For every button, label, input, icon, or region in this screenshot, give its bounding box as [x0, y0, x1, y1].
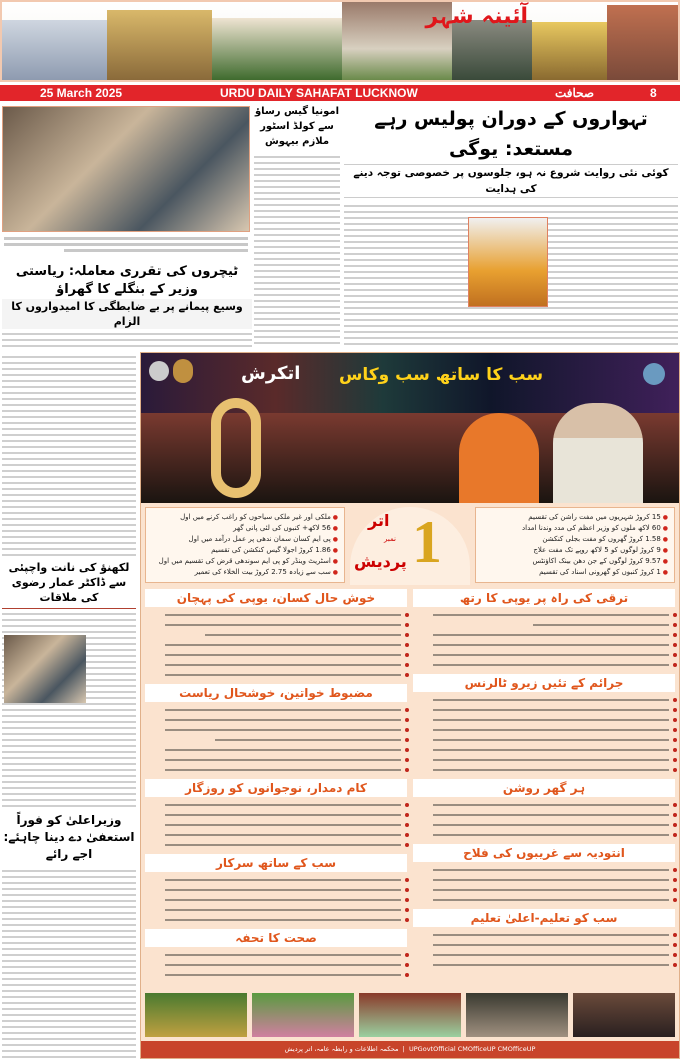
badge-number: 1	[412, 509, 442, 575]
text-line-placeholder	[165, 974, 401, 976]
text-line-placeholder	[165, 614, 401, 616]
ad-highlights-row	[141, 503, 679, 585]
text-line-placeholder	[433, 739, 669, 741]
section-heading: ترقی کی راہ پر یوپی کا رتھ	[413, 589, 675, 607]
text-line-placeholder	[165, 964, 401, 966]
text-line-placeholder	[433, 749, 669, 751]
section-heading: جرائم کے تئیں زیرو ٹالرنس	[413, 674, 675, 692]
badge-label: نمبر	[384, 535, 396, 543]
section-heading: سب کے ساتھ سرکار	[145, 854, 407, 872]
ad-sections	[141, 585, 679, 989]
utkarsh-emblem	[173, 359, 193, 383]
campaign-logo	[643, 363, 665, 385]
text-line-placeholder	[215, 739, 401, 741]
cm-portrait	[459, 413, 539, 503]
text-line-placeholder	[433, 834, 669, 836]
government-advertisement	[140, 352, 680, 1059]
brand-number-graphic	[211, 398, 261, 498]
section-heading: ہر گھر روشن	[413, 779, 675, 797]
text-line-placeholder	[433, 889, 669, 891]
text-line-placeholder	[433, 709, 669, 711]
text-line-placeholder	[433, 814, 669, 816]
text-line-placeholder	[165, 709, 401, 711]
achievements-box-right	[475, 507, 675, 583]
text-line-placeholder	[165, 804, 401, 806]
text-line-placeholder	[433, 719, 669, 721]
side-story-body	[254, 152, 340, 346]
building-image	[607, 5, 680, 80]
lead-headline: تہواروں کے دوران پولیس رہے مستعد: یوگی	[344, 104, 678, 164]
students-photo	[252, 993, 354, 1037]
text-line-placeholder	[165, 769, 401, 771]
second-body	[2, 329, 252, 348]
building-photo	[573, 993, 675, 1037]
text-line-placeholder	[165, 759, 401, 761]
achievement-item: ● ملکی اور غیر ملکی سیاحوں کو راغب کرنے میں اول	[152, 512, 338, 523]
text-line-placeholder	[433, 699, 669, 701]
text-line-placeholder	[533, 624, 669, 626]
lead-subhead: کوئی نئی روایت شروع نہ ہو، جلوسوں پر خصوصی توجہ دینے کی ہدایت	[344, 164, 678, 198]
lead-story	[344, 104, 678, 346]
achievement-item: ● پی ایم کسان سمان ندھی پر عمل درآمد میں اول	[152, 534, 338, 545]
left-column-body	[2, 352, 136, 557]
building-image	[212, 18, 342, 80]
ad-brand: اتکرش	[241, 363, 301, 384]
text-line-placeholder	[165, 844, 401, 846]
lead-photo	[468, 217, 548, 307]
text-line-placeholder	[433, 944, 669, 946]
text-line-placeholder	[64, 249, 248, 252]
photo-caption	[4, 234, 248, 260]
number-one-badge	[350, 507, 470, 585]
text-line-placeholder	[165, 624, 401, 626]
badge-top: اتر	[368, 511, 390, 530]
section-heading: سب کو تعلیم-اعلیٰ تعلیم	[413, 909, 675, 927]
achievement-item: ● 9 کروڑ لوگوں کو 5 لاکھ روپے تک مفت علاج	[482, 545, 668, 556]
text-line-placeholder	[165, 834, 401, 836]
text-line-placeholder	[165, 824, 401, 826]
achievement-item: ● 60 لاکھ ملوں کو وزیر اعظم کی مدد وندنا امداد	[482, 523, 668, 534]
page-header-bar	[0, 85, 680, 101]
text-line-placeholder	[205, 634, 401, 636]
achievement-item: ● اسٹریٹ وینڈر کو پی ایم سوندھی قرض کی تقسیم میں اول	[152, 556, 338, 567]
text-line-placeholder	[433, 664, 669, 666]
text-line-placeholder	[433, 634, 669, 636]
text-line-placeholder	[433, 769, 669, 771]
meeting-photo	[2, 106, 250, 232]
side-story	[254, 104, 340, 346]
text-line-placeholder	[433, 759, 669, 761]
text-line-placeholder	[165, 674, 401, 676]
ad-right-sections	[413, 585, 675, 989]
ad-hero-image	[141, 353, 679, 503]
ad-slogan: سب کا ساتھ سب وکاس	[338, 365, 544, 385]
text-line-placeholder	[433, 899, 669, 901]
text-line-placeholder	[433, 614, 669, 616]
building-image	[452, 20, 532, 80]
side-story-headline: امونیا گیس رساؤ سے کولڈ اسٹور ملازم بیہوش	[254, 104, 340, 152]
text-line-placeholder	[433, 654, 669, 656]
left-story1-headline: لکھنؤ کی نانت واچپئی سے ڈاکٹر عمار رضوی کی ملاقات	[2, 557, 136, 609]
masthead-title: آئینہ شہر	[425, 4, 528, 29]
achievements-box-left	[145, 507, 345, 583]
text-line-placeholder	[433, 824, 669, 826]
text-line-placeholder	[165, 909, 401, 911]
text-line-placeholder	[165, 879, 401, 881]
left-story2-headline: وزیراعلیٰ کو فوراً استعفیٰ دے دینا چاہئے: اجے رائے	[2, 809, 136, 866]
ad-footer: محکمہ اطلاعات و رابطہ عامہ، اتر پردیش | UPGovtOfficial CMOfficeUP CMOfficeUP	[141, 1041, 679, 1058]
left-story1-body	[2, 609, 136, 809]
ad-footer-social: UPGovtOfficial CMOfficeUP CMOfficeUP	[409, 1045, 536, 1053]
text-line-placeholder	[433, 879, 669, 881]
text-line-placeholder	[165, 719, 401, 721]
text-line-placeholder	[433, 869, 669, 871]
building-image	[532, 22, 607, 80]
section-heading: خوش حال کسان، یوپی کی پہچان	[145, 589, 407, 607]
paper-name: URDU DAILY SAHAFAT LUCKNOW	[220, 86, 418, 100]
achievement-item: ● 15 کروڑ شہریوں میں مفت راشن کی تقسیم	[482, 512, 668, 523]
lead-body	[344, 201, 678, 346]
up-govt-emblem	[149, 361, 169, 381]
text-line-placeholder	[433, 964, 669, 966]
text-line-placeholder	[165, 644, 401, 646]
text-line-placeholder	[165, 729, 401, 731]
second-subhead: وسیع پیمانے پر بے ضابطگی کا امیدواروں کا الزام	[2, 299, 252, 329]
left-story2-body	[2, 866, 136, 1058]
issue-date: 25 March 2025	[40, 86, 123, 100]
text-line-placeholder	[433, 934, 669, 936]
text-line-placeholder	[433, 729, 669, 731]
section-heading: کام دمدار، نوجوانوں کو روزگار	[145, 779, 407, 797]
text-line-placeholder	[165, 749, 401, 751]
text-line-placeholder	[433, 804, 669, 806]
text-line-placeholder	[165, 654, 401, 656]
section-heading: انتودیہ سے غریبوں کی فلاح	[413, 844, 675, 862]
text-line-placeholder	[433, 954, 669, 956]
ad-photo-strip	[141, 989, 679, 1041]
badge-bottom: پردیش	[354, 552, 407, 571]
women-photo	[359, 993, 461, 1037]
text-line-placeholder	[4, 237, 248, 240]
page-number: 8	[650, 86, 657, 100]
text-line-placeholder	[165, 664, 401, 666]
masthead-banner	[0, 0, 680, 82]
achievement-item: ● 1.58 کروڑ گھروں کو مفت بجلی کنکشن	[482, 534, 668, 545]
left-story1-photo	[4, 635, 86, 703]
second-story	[2, 263, 252, 348]
second-headline: ٹیچروں کی تقرری معاملہ: ریاستی وزیر کے بنگلے کا گھراؤ	[2, 263, 252, 299]
achievement-item: ● 1.86 کروڑ اجولا گیس کنکشن کی تقسیم	[152, 545, 338, 556]
pm-portrait	[553, 403, 643, 503]
achievement-item: ● 56 لاکھ+ کنبوں کی لئی پانی گھر	[152, 523, 338, 534]
text-line-placeholder	[433, 644, 669, 646]
achievement-item: ● 1 کروڑ کنبوں کو گھرونی اسناد کی تقسیم	[482, 567, 668, 578]
section-heading: صحت کا تحفہ	[145, 929, 407, 947]
text-line-placeholder	[165, 954, 401, 956]
left-column	[2, 352, 136, 1058]
text-line-placeholder	[4, 243, 248, 246]
text-line-placeholder	[165, 814, 401, 816]
achievement-item: ● 9.57 کروڑ لوگوں کے جن دھن بینک اکاؤنٹس	[482, 556, 668, 567]
section-heading: مضبوط خواتین، خوشحال ریاست	[145, 684, 407, 702]
farmer-photo	[145, 993, 247, 1037]
ad-footer-issuer: محکمہ اطلاعات و رابطہ عامہ، اتر پردیش	[284, 1045, 399, 1053]
police-photo	[466, 993, 568, 1037]
building-image	[107, 10, 212, 80]
text-line-placeholder	[165, 919, 401, 921]
text-line-placeholder	[165, 889, 401, 891]
ad-left-sections	[145, 585, 407, 989]
achievement-item: ● سب سے زیادہ 2.75 کروڑ بیت الخلاء کی تعمیر	[152, 567, 338, 578]
section-name: صحافت	[555, 86, 595, 100]
building-image	[2, 20, 107, 80]
text-line-placeholder	[165, 899, 401, 901]
